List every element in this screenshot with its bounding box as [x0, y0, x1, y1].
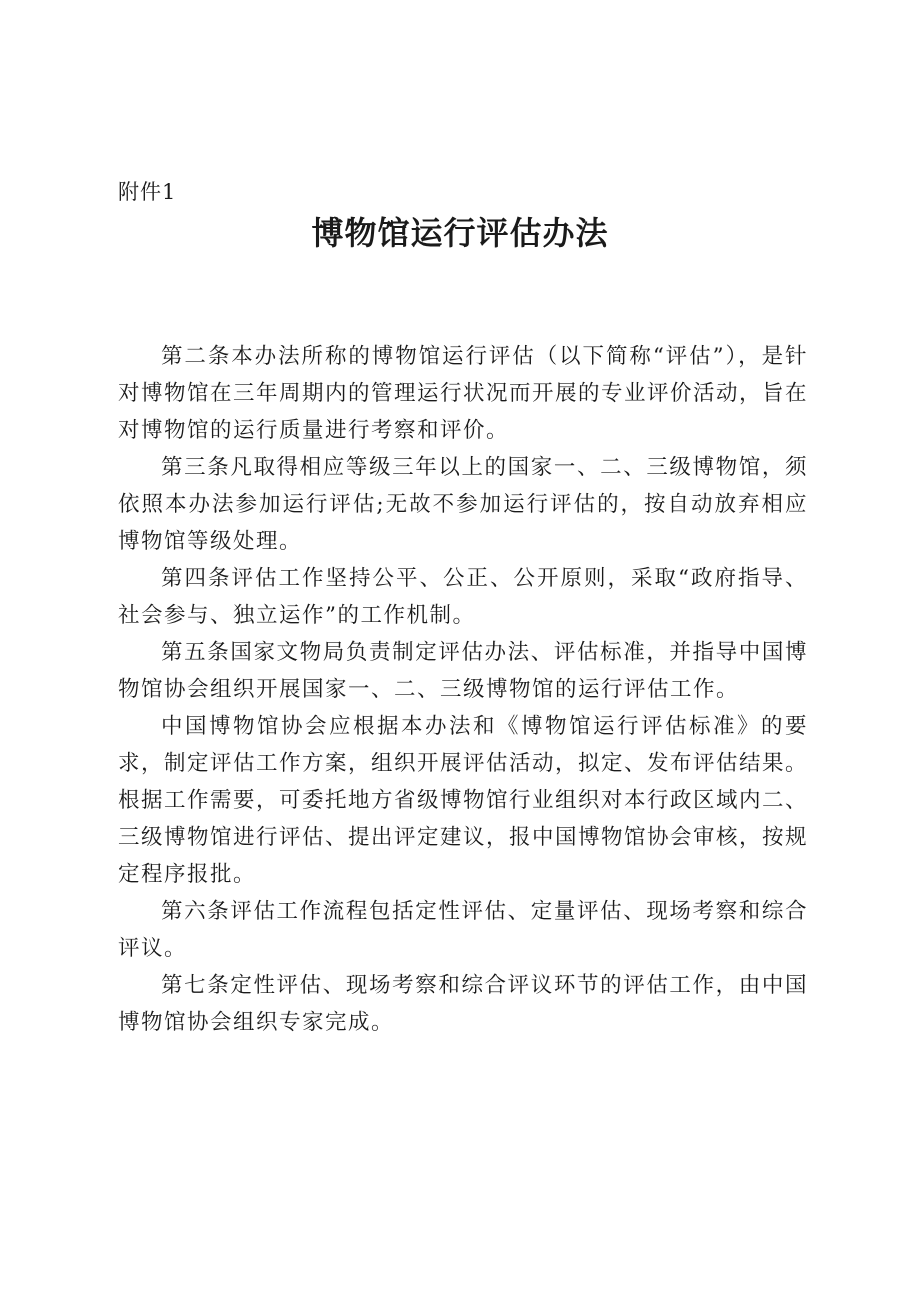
document-body	[118, 338, 808, 1041]
article-4-paragraph: 第四条评估工作坚持公平、公正、公开原则，采取“政府指导、社会参与、独立运作”的工作机制。	[118, 566, 808, 628]
article-5-paragraph: 第五条国家文物局负责制定评估办法、评估标准，并指导中国博物馆协会组织开展国家一、二、三级博物馆的运行评估工作。	[118, 640, 808, 702]
article-3-paragraph: 第三条凡取得相应等级三年以上的国家一、二、三级博物馆，须依照本办法参加运行评估;无故不参加运行评估的，按自动放弃相应博物馆等级处理。	[118, 455, 808, 554]
article-7-paragraph: 第七条定性评估、现场考察和综合评议环节的评估工作，由中国博物馆协会组织专家完成。	[118, 973, 808, 1035]
association-duties-paragraph: 中国博物馆协会应根据本办法和《博物馆运行评估标准》的要求，制定评估工作方案，组织开展评估活动，拟定、发布评估结果。根据工作需要，可委托地方省级博物馆行业组织对本行政区域内二、三级博物馆进行评估、提出评定建议，报中国博物馆协会审核，按规定程序报批。	[118, 714, 809, 887]
article-2-paragraph: 第二条本办法所称的博物馆运行评估（以下简称“评估”），是针对博物馆在三年周期内的管理运行状况而开展的专业评价活动，旨在对博物馆的运行质量进行考察和评价。	[118, 344, 809, 443]
article-6-paragraph: 第六条评估工作流程包括定性评估、定量评估、现场考察和综合评议。	[118, 899, 808, 961]
document-title: 博物馆运行评估办法	[311, 214, 609, 252]
attachment-label: 附件1	[118, 180, 177, 204]
